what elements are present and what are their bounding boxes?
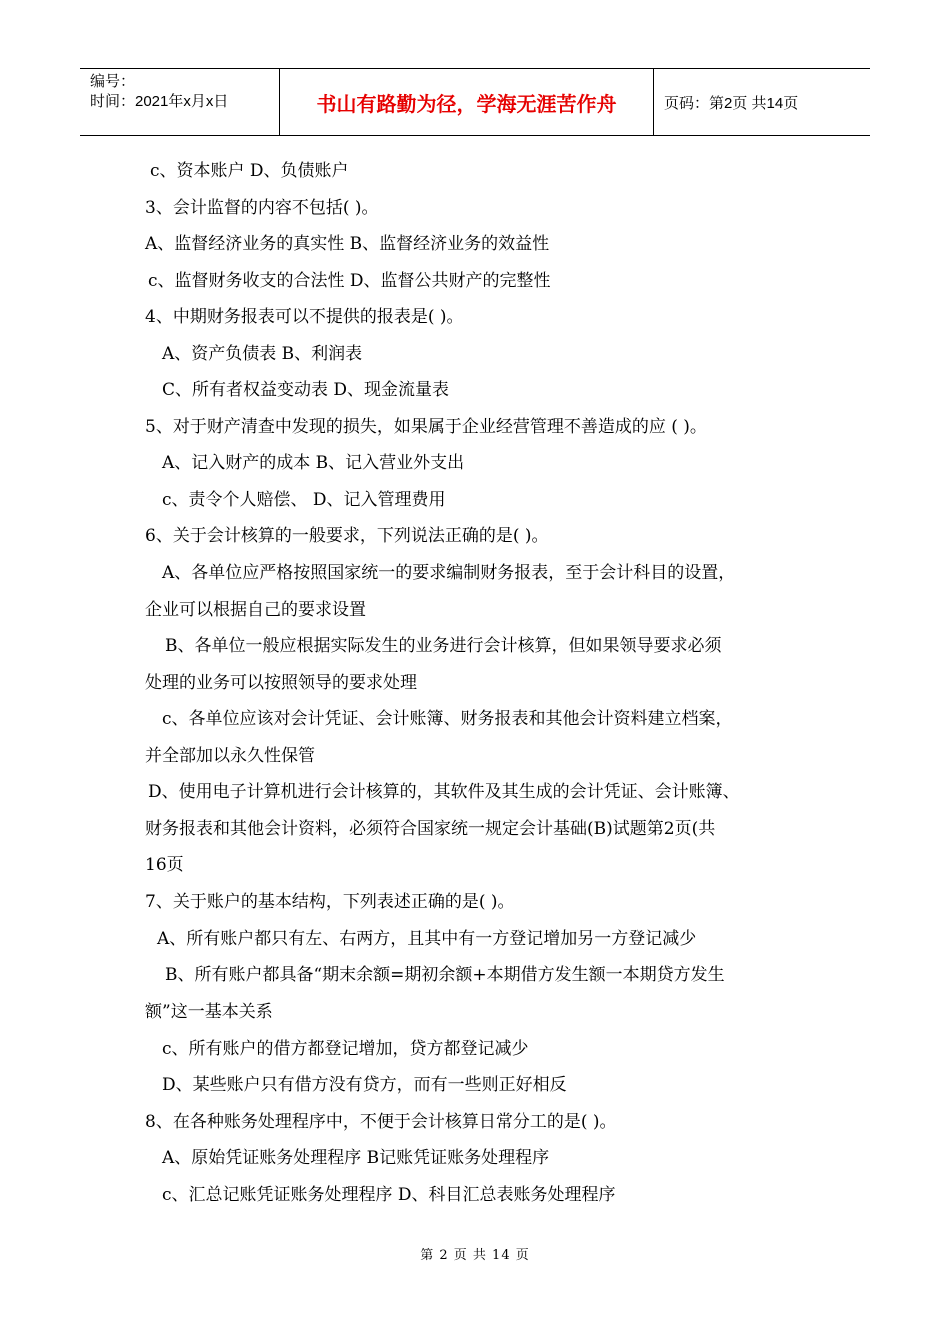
header-page-info: 页码：第2页 共14页 xyxy=(664,94,799,112)
text-line: c、监督财务收支的合法性 D、监督公共财产的完整性 xyxy=(148,271,551,291)
text-line: c、所有账户的借方都登记增加，贷方都登记减少 xyxy=(162,1039,529,1059)
text-line: 16页 xyxy=(145,855,184,875)
text-line: B、所有账户都具备“期末余额=期初余额+本期借方发生额一本期贷方发生 xyxy=(165,965,725,985)
text-line: 额”这一基本关系 xyxy=(145,1002,273,1022)
text-line: D、某些账户只有借方没有贷方，而有一些则正好相反 xyxy=(162,1075,567,1095)
text-line: C、所有者权益变动表 D、现金流量表 xyxy=(162,380,450,400)
text-line: 并全部加以永久性保管 xyxy=(145,746,315,766)
text-line: c、汇总记账凭证账务处理程序 D、科目汇总表账务处理程序 xyxy=(162,1185,616,1205)
question-3: 3、会计监督的内容不包括( )。 xyxy=(145,198,379,218)
time-label: 时间：2021年x月x日 xyxy=(90,93,229,110)
text-line: A、所有账户都只有左、右两方，且其中有一方登记增加另一方登记减少 xyxy=(157,929,697,949)
text-line: A、资产负债表 B、利润表 xyxy=(162,344,363,364)
footer-page-number: 第 2 页 共 14 页 xyxy=(420,1248,530,1263)
text-line: c、各单位应该对会计凭证、会计账簿、财务报表和其他会计资料建立档案， xyxy=(162,709,733,729)
question-5: 5、对于财产清查中发现的损失，如果属于企业经营管理不善造成的应 ( )。 xyxy=(145,417,707,437)
text-line: B、各单位一般应根据实际发生的业务进行会计核算，但如果领导要求必须 xyxy=(165,636,722,656)
header-meta xyxy=(80,69,280,135)
text-line: 财务报表和其他会计资料，必须符合国家统一规定会计基础(B)试题第2页(共 xyxy=(145,819,716,839)
text-line: D、使用电子计算机进行会计核算的，其软件及其生成的会计凭证、会计账簿、 xyxy=(148,782,740,802)
text-line: A、原始凭证账务处理程序 B记账凭证账务处理程序 xyxy=(162,1148,550,1168)
question-8: 8、在各种账务处理程序中，不便于会计核算日常分工的是( )。 xyxy=(145,1112,617,1132)
page-header xyxy=(80,68,870,136)
text-line: A、各单位应严格按照国家统一的要求编制财务报表，至于会计科目的设置， xyxy=(162,563,736,583)
text-line: 企业可以根据自己的要求设置 xyxy=(145,600,366,620)
text-line: c、资本账户 D、负债账户 xyxy=(150,161,349,181)
text-line: A、监督经济业务的真实性 B、监督经济业务的效益性 xyxy=(145,234,550,254)
page-footer xyxy=(0,1244,950,1263)
text-line: A、记入财产的成本 B、记入营业外支出 xyxy=(162,453,465,473)
question-4: 4、中期财务报表可以不提供的报表是( )。 xyxy=(145,307,464,327)
question-7: 7、关于账户的基本结构，下列表述正确的是( )。 xyxy=(145,892,515,912)
text-line: 处理的业务可以按照领导的要求处理 xyxy=(145,673,417,693)
header-motto: 书山有路勤为径，学海无涯苦作舟 xyxy=(280,69,654,135)
text-line: c、责令个人赔偿、 D、记入管理费用 xyxy=(162,490,446,510)
question-6: 6、关于会计核算的一般要求，下列说法正确的是( )。 xyxy=(145,526,549,546)
code-label: 编号： xyxy=(90,73,136,90)
